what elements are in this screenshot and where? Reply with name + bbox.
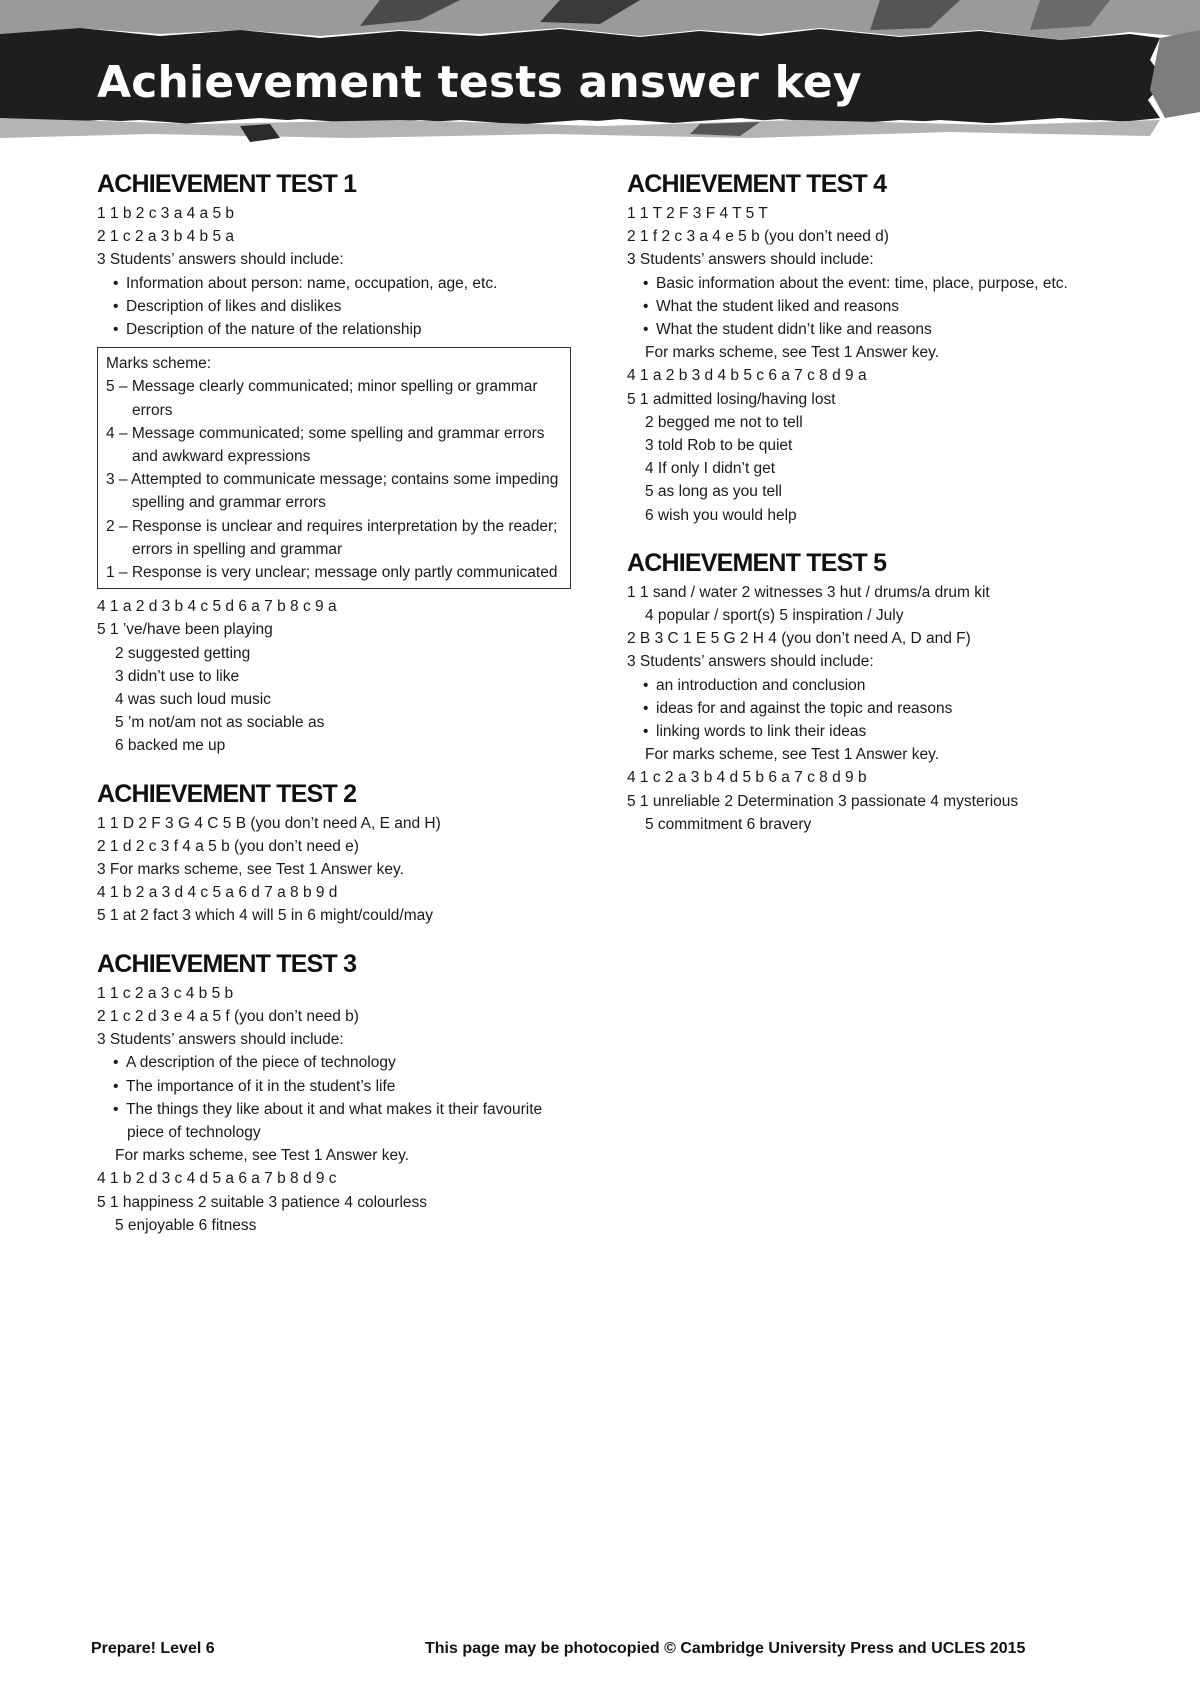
section-title: ACHIEVEMENT TEST 5 xyxy=(627,548,887,577)
page-title: Achievement tests answer key xyxy=(97,57,862,108)
answer-line: 4 1 b 2 d 3 c 4 d 5 a 6 a 7 b 8 d 9 c xyxy=(97,1170,337,1188)
bullet-item xyxy=(97,272,572,295)
section-title: ACHIEVEMENT TEST 1 xyxy=(97,170,357,198)
marks-scheme-item: 2 – Response is unclear and requires interpretation by the reader; errors in spelling and grammar xyxy=(106,517,558,558)
bullet-item xyxy=(627,697,1107,720)
answer-line: 2 B 3 C 1 E 5 G 2 H 4 (you don’t need A, D and F) xyxy=(627,630,971,648)
answer-line: 5 1 admitted losing/having lost xyxy=(627,390,836,408)
answer-line: 4 popular / sport(s) 5 inspiration / July xyxy=(645,607,904,625)
right-column xyxy=(627,168,1107,856)
bullet-icon xyxy=(627,295,656,318)
bullet-text: ideas for and against the topic and reasons xyxy=(656,699,953,717)
answer-line: 1 1 T 2 F 3 F 4 T 5 T xyxy=(627,205,768,222)
marks-scheme-item: 3 – Attempted to communicate message; contains some impeding spelling and grammar errors xyxy=(106,471,559,512)
marks-note: For marks scheme, see Test 1 Answer key. xyxy=(645,746,940,764)
section-title: ACHIEVEMENT TEST 2 xyxy=(97,779,357,808)
bullet-item xyxy=(97,1098,572,1121)
answer-line: 1 1 D 2 F 3 G 4 C 5 B (you don’t need A, E and H) xyxy=(97,814,441,832)
marks-scheme-item: 4 – Message communicated; some spelling and grammar errors and awkward expressions xyxy=(106,424,545,466)
marks-scheme-heading: Marks scheme: xyxy=(106,355,212,373)
achievement-test-3 xyxy=(97,948,572,1237)
answer-line: 5 commitment 6 bravery xyxy=(645,815,812,833)
answer-line: 5 as long as you tell xyxy=(645,483,783,501)
bullet-text: Description of the nature of the relationship xyxy=(126,321,422,339)
marks-note: For marks scheme, see Test 1 Answer key. xyxy=(645,344,940,362)
bullet-item xyxy=(627,272,1107,295)
answer-line: 5 1 happiness 2 suitable 3 patience 4 colourless xyxy=(97,1193,428,1211)
marks-scheme-item: 1 – Response is very unclear; message only partly communicated xyxy=(106,564,558,582)
answer-line: 3 didn’t use to like xyxy=(115,667,240,685)
header-banner xyxy=(0,0,1200,150)
bullet-icon xyxy=(627,272,656,295)
achievement-test-2 xyxy=(97,778,572,928)
bullet-icon xyxy=(627,674,656,697)
answer-line: 2 begged me not to tell xyxy=(645,413,803,431)
answer-line: 4 was such loud music xyxy=(115,691,271,709)
bullet-icon xyxy=(627,318,656,341)
answer-line: 3 told Rob to be quiet xyxy=(645,437,793,455)
answer-line: 3 For marks scheme, see Test 1 Answer key. xyxy=(97,861,404,879)
bullet-item xyxy=(97,295,572,318)
bullet-text: Description of likes and dislikes xyxy=(126,297,342,315)
bullet-item xyxy=(97,318,572,341)
bullet-text: Basic information about the event: time, place, purpose, etc. xyxy=(656,274,1068,292)
marks-scheme-item: 5 – Message clearly communicated; minor spelling or grammar errors xyxy=(106,378,538,419)
bullet-icon xyxy=(97,272,126,295)
answer-line: 1 1 b 2 c 3 a 4 a 5 b xyxy=(97,205,235,222)
answer-line: 4 1 a 2 d 3 b 4 c 5 d 6 a 7 b 8 c 9 a xyxy=(97,598,337,616)
answer-line: 3 Students’ answers should include: xyxy=(97,1031,344,1049)
section-title: ACHIEVEMENT TEST 4 xyxy=(627,170,887,198)
footer-copyright: This page may be photocopied © Cambridge University Press and UCLES 2015 xyxy=(425,1640,1026,1657)
bullet-text: What the student liked and reasons xyxy=(656,297,899,315)
answer-line: 4 1 b 2 a 3 d 4 c 5 a 6 d 7 a 8 b 9 d xyxy=(97,884,338,902)
answer-line: 6 wish you would help xyxy=(645,506,797,524)
answer-line: 2 1 c 2 a 3 b 4 b 5 a xyxy=(97,228,235,246)
bullet-icon xyxy=(627,720,656,743)
bullet-text: The importance of it in the student’s life xyxy=(126,1077,396,1095)
bullet-icon xyxy=(97,1051,126,1074)
bullet-item xyxy=(627,318,1107,341)
answer-line: 5 enjoyable 6 fitness xyxy=(115,1216,257,1234)
marks-note: For marks scheme, see Test 1 Answer key. xyxy=(115,1147,410,1165)
bullet-icon xyxy=(97,1075,126,1098)
achievement-test-1 xyxy=(97,168,572,758)
answer-line: 5 1 unreliable 2 Determination 3 passionate 4 mysterious xyxy=(627,792,1019,810)
bullet-item xyxy=(97,1051,572,1074)
footer-level: Prepare! Level 6 xyxy=(91,1640,215,1657)
bullet-text: The things they like about it and what makes it their favourite xyxy=(126,1100,543,1118)
bullet-text: What the student didn’t like and reasons xyxy=(656,321,932,339)
answer-line: 4 1 c 2 a 3 b 4 d 5 b 6 a 7 c 8 d 9 b xyxy=(627,769,867,787)
answer-line: 1 1 sand / water 2 witnesses 3 hut / drums/a drum kit xyxy=(627,583,990,601)
bullet-icon xyxy=(97,318,126,341)
answer-line: 2 suggested getting xyxy=(115,644,251,662)
answer-line: 4 If only I didn’t get xyxy=(645,460,776,478)
achievement-test-5 xyxy=(627,547,1107,836)
answer-line: 1 1 c 2 a 3 c 4 b 5 b xyxy=(97,984,234,1002)
bullet-continuation: piece of technology xyxy=(127,1123,261,1141)
answer-line: 5 1 at 2 fact 3 which 4 will 5 in 6 might/could/may xyxy=(97,907,433,925)
answer-line: 5 1 ’ve/have been playing xyxy=(97,621,273,639)
answer-line: 6 backed me up xyxy=(115,737,226,755)
answer-line: 2 1 f 2 c 3 a 4 e 5 b (you don’t need d) xyxy=(627,228,889,246)
answer-line: 3 Students’ answers should include: xyxy=(627,653,874,671)
answer-line: 2 1 d 2 c 3 f 4 a 5 b (you don’t need e) xyxy=(97,837,359,855)
bullet-item xyxy=(97,1075,572,1098)
bullet-text: linking words to link their ideas xyxy=(656,723,867,741)
bullet-text: A description of the piece of technology xyxy=(126,1054,396,1072)
marks-scheme-box xyxy=(97,347,571,589)
bullet-icon xyxy=(97,1098,126,1121)
answer-line: 5 ’m not/am not as sociable as xyxy=(115,714,325,732)
bullet-text: Information about person: name, occupation, age, etc. xyxy=(126,274,498,292)
bullet-icon xyxy=(97,295,126,318)
bullet-icon xyxy=(627,697,656,720)
bullet-item xyxy=(627,720,1107,743)
section-title: ACHIEVEMENT TEST 3 xyxy=(97,949,357,978)
answer-line: 3 Students’ answers should include: xyxy=(627,251,874,269)
answer-line: 4 1 a 2 b 3 d 4 b 5 c 6 a 7 c 8 d 9 a xyxy=(627,367,867,385)
answer-line: 2 1 c 2 d 3 e 4 a 5 f (you don’t need b) xyxy=(97,1007,359,1025)
achievement-test-4 xyxy=(627,168,1107,527)
bullet-item xyxy=(627,295,1107,318)
bullet-item xyxy=(627,674,1107,697)
bullet-text: an introduction and conclusion xyxy=(656,676,866,694)
left-column xyxy=(97,168,572,1257)
answer-line: 3 Students’ answers should include: xyxy=(97,251,344,269)
